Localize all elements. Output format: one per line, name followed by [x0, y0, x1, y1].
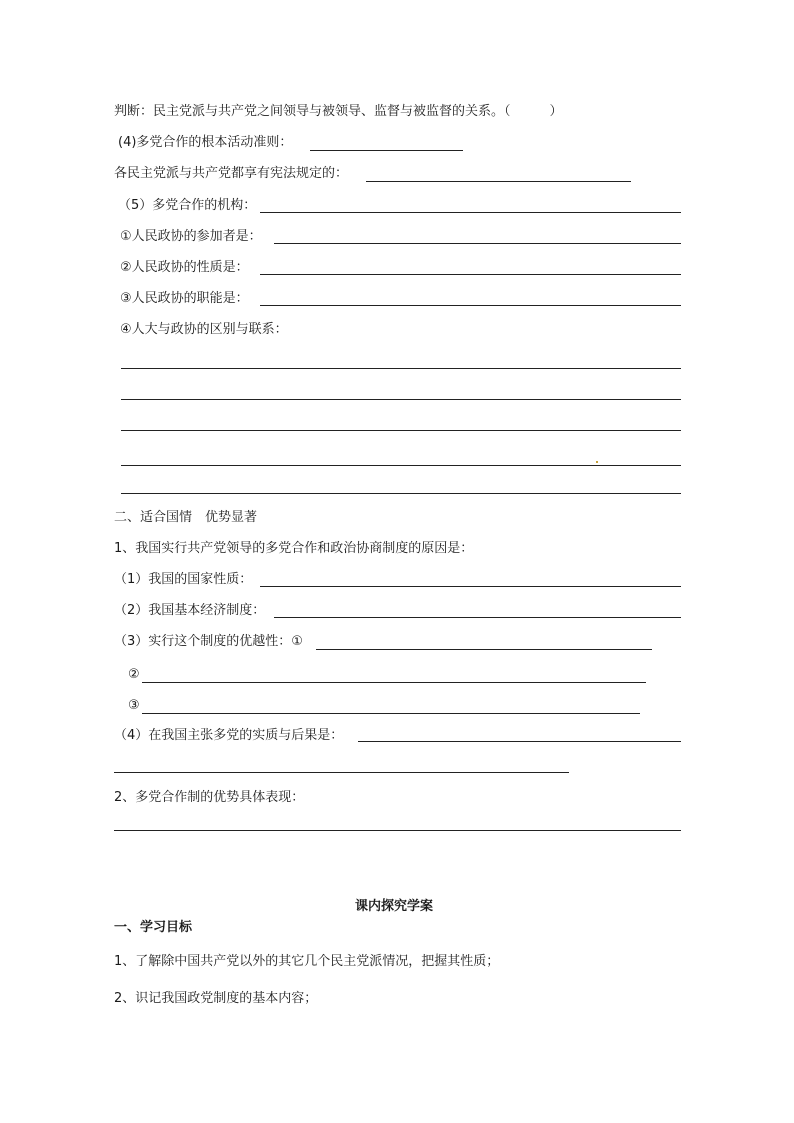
answer-blank[interactable]	[114, 830, 681, 831]
answer-blank[interactable]	[142, 682, 646, 683]
goal-2: 2、识记我国政党制度的基本内容；	[114, 991, 318, 1006]
answer-blank[interactable]	[260, 305, 681, 306]
cppcc-participants-label: ①人民政协的参加者是：	[120, 229, 262, 244]
answer-blank[interactable]	[260, 212, 681, 213]
section-2-heading: 二、适合国情 优势显著	[114, 510, 258, 525]
answer-blank[interactable]	[274, 617, 681, 618]
item-5-label: （5）多党合作的机构：	[118, 198, 257, 213]
answer-blank[interactable]	[316, 649, 652, 650]
answer-blank[interactable]	[366, 181, 631, 182]
question-1: 1、我国实行共产党领导的多党合作和政治协商制度的原因是：	[114, 541, 474, 556]
item-4-label: (4)多党合作的根本活动准则：	[118, 135, 293, 150]
answer-blank[interactable]	[274, 243, 681, 244]
answer-blank[interactable]	[142, 713, 640, 714]
learning-goals-heading: 一、学习目标	[114, 920, 193, 935]
cppcc-functions-label: ③人民政协的职能是：	[120, 291, 249, 306]
answer-blank[interactable]	[260, 274, 681, 275]
npc-cppcc-label: ④人大与政协的区别与联系：	[120, 322, 288, 337]
answer-blank[interactable]	[121, 465, 681, 466]
answer-blank[interactable]	[121, 493, 681, 494]
answer-blank[interactable]	[114, 772, 569, 773]
answer-blank[interactable]	[121, 368, 681, 369]
speck-mark	[596, 461, 598, 463]
goal-1: 1、了解除中国共产党以外的其它几个民主党派情况，把握其性质；	[114, 954, 500, 969]
answer-blank[interactable]	[358, 741, 681, 742]
rights-label: 各民主党派与共产党都享有宪法规定的：	[114, 166, 349, 181]
answer-blank[interactable]	[121, 430, 681, 431]
cppcc-nature-label: ②人民政协的性质是：	[120, 260, 249, 275]
q1-state-nature-label: （1）我国的国家性质：	[114, 572, 253, 587]
q1-advantage-3-label: ③	[128, 698, 140, 713]
q1-multiparty-label: （4）在我国主张多党的实质与后果是：	[114, 728, 344, 743]
section-title: 课内探究学案	[355, 899, 434, 914]
answer-blank[interactable]	[260, 586, 681, 587]
question-judge: 判断：民主党派与共产党之间领导与被领导、监督与被监督的关系。（ ）	[114, 104, 563, 119]
answer-blank[interactable]	[121, 399, 681, 400]
answer-blank[interactable]	[310, 150, 463, 151]
question-2: 2、多党合作制的优势具体表现：	[114, 790, 305, 805]
q1-advantage-2-label: ②	[128, 667, 140, 682]
q1-advantages-label: （3）实行这个制度的优越性：①	[114, 634, 303, 649]
q1-economic-system-label: （2）我国基本经济制度：	[114, 603, 266, 618]
